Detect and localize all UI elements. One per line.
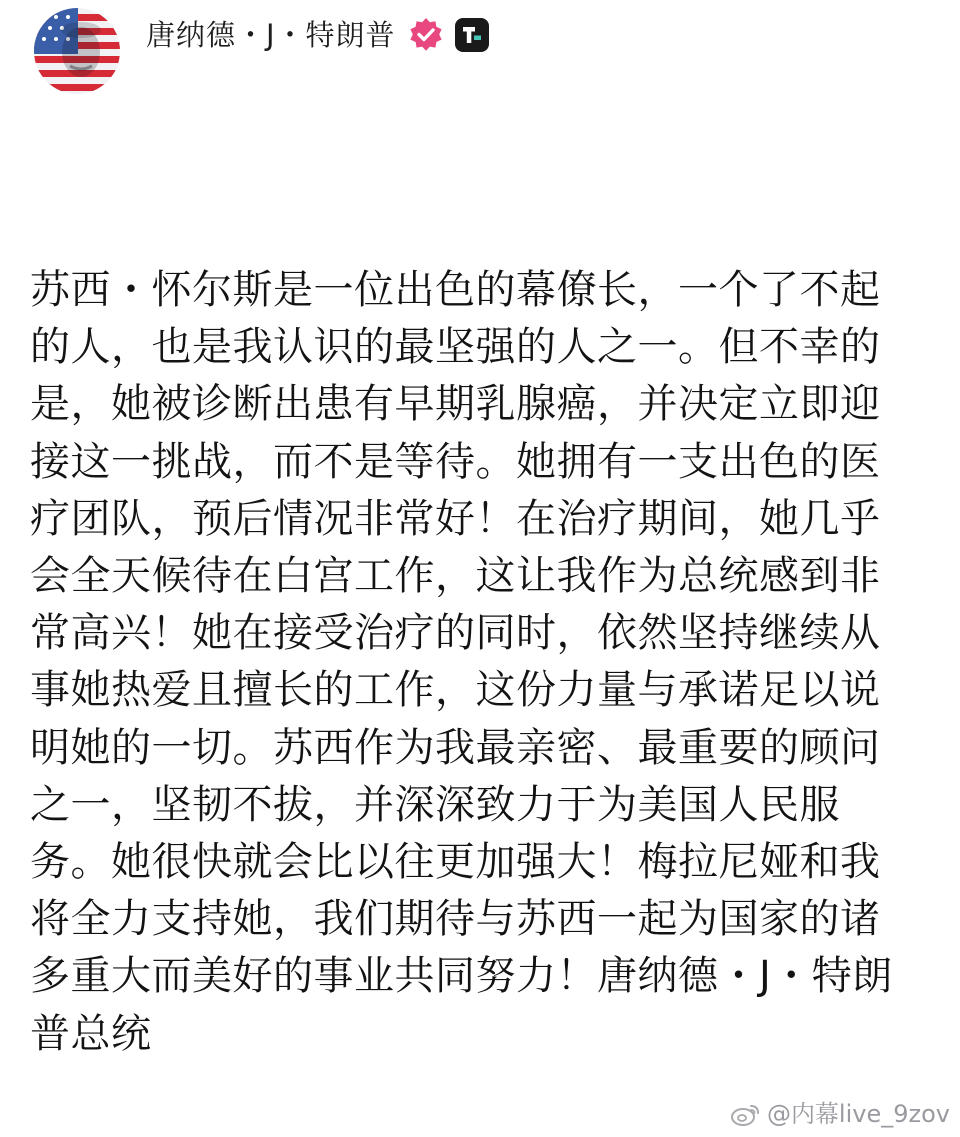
weibo-icon bbox=[731, 1101, 761, 1127]
watermark-text: @内幕live_9zov bbox=[766, 1100, 950, 1128]
post-text: 苏西・怀尔斯是一位出色的幕僚长，一个了不起 的人，也是我认识的最坚强的人之一。但不幸的 是，她被诊断出患有早期乳腺癌，并决定立即迎 接这一挑战，而不是等待。她拥有一支出色的医 疗团队，预后情况非常好！在治疗期间，她几乎 会全天候待在白宫工作，这让我作为总统感到非 常高兴！她在接受治疗的同时，依然坚持继续从 事她热爱且擅长的工作，这份力量与承诺足以说 明她的一切。苏西作为我最亲密、最重要的顾问 之一，坚韧不拔，并深深致力于为美国人民服 务。她很快就会比以往更加强大！梅拉尼娅和我 将全力支持她，我们期待与苏西一起为国家的诸 多重大而美好的事业共同努力！唐纳德・J・特朗 普总统 bbox=[30, 267, 893, 1057]
watermark bbox=[731, 1101, 950, 1127]
flag-portrait-avatar[interactable] bbox=[34, 8, 120, 94]
truth-social-icon bbox=[454, 17, 490, 53]
post-header bbox=[34, 6, 490, 96]
author-row bbox=[146, 17, 490, 53]
verified-badge-icon bbox=[408, 17, 444, 53]
author-name[interactable]: 唐纳德・J・特朗普 bbox=[146, 17, 396, 52]
